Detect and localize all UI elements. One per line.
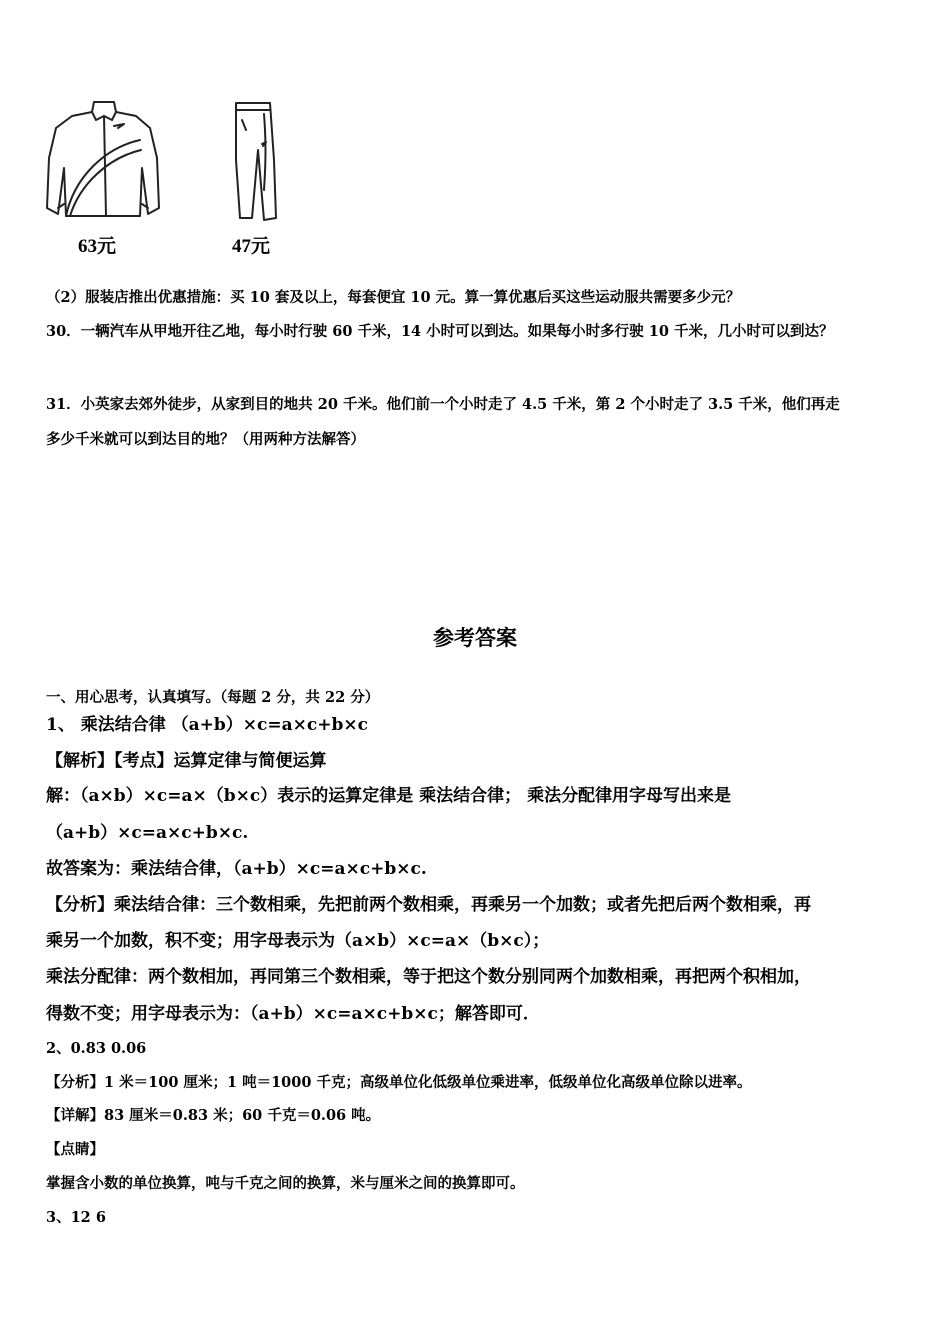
answers-title: 参考答案: [433, 626, 517, 650]
answer-2-tip-text: 掌握含小数的单位换算，吨与千克之间的换算，米与厘米之间的换算即可。: [46, 1175, 525, 1192]
answer-1-analysis-line-2: 乘另一个加数，积不变；用字母表示为（a×b）×c=a×（b×c）；: [46, 931, 550, 951]
jacket-illustration: [44, 98, 164, 223]
answer-2-tip-label: 【点睛】: [46, 1141, 104, 1158]
answer-1-point: 【解析】【考点】运算定律与简便运算: [46, 751, 327, 771]
answer-2-detail: 【详解】83 厘米＝0.83 米；60 千克＝0.06 吨。: [46, 1107, 381, 1124]
question-31-line-1: 31．小英家去郊外徒步，从家到目的地共 20 千米。他们前一个小时走了 4.5 千米，第 2 个小时走了 3.5 千米，他们再走: [46, 396, 840, 413]
answer-1-heading: 1、 乘法结合律 （a+b）×c=a×c+b×c: [46, 715, 368, 735]
question-29-part-2: （2）服装店推出优惠措施：买 10 套及以上，每套便宜 10 元。算一算优惠后买这些运动服共需要多少元？: [46, 289, 741, 306]
answer-2-heading: 2、0.83 0.06: [46, 1040, 147, 1057]
pants-illustration: [224, 100, 284, 225]
answer-1-solution-line-1: 解：（a×b）×c=a×（b×c）表示的运算定律是 乘法结合律； 乘法分配律用字母写出来是: [46, 786, 732, 806]
answer-1-analysis-line-4: 得数不变；用字母表示为：（a+b）×c=a×c+b×c；解答即可．: [46, 1004, 540, 1024]
answer-1-analysis-line-3: 乘法分配律：两个数相加，再同第三个数相乘，等于把这个数分别同两个加数相乘，再把两个积相加，: [46, 967, 811, 987]
pants-price: 47元: [232, 236, 271, 257]
answer-1-analysis-line-1: 【分析】乘法结合律：三个数相乘，先把前两个数相乘，再乘另一个加数；或者先把后两个数相乘，再: [46, 895, 811, 915]
answer-2-analysis: 【分析】1 米＝100 厘米；1 吨＝1000 千克；高级单位化低级单位乘进率，低级单位化高级单位除以进率。: [46, 1074, 752, 1091]
answer-1-solution-line-2: （a+b）×c=a×c+b×c.: [46, 823, 249, 843]
answer-1-final: 故答案为：乘法结合律，（a+b）×c=a×c+b×c.: [46, 859, 427, 879]
section-1-heading: 一、用心思考，认真填写。（每题 2 分，共 22 分）: [46, 689, 380, 706]
question-31-line-2: 多少千米就可以到达目的地？（用两种方法解答）: [46, 431, 365, 448]
answer-3-heading: 3、12 6: [46, 1209, 106, 1226]
question-30: 30．一辆汽车从甲地开往乙地，每小时行驶 60 千米，14 小时可以到达。如果每小时多行驶 10 千米，几小时可以到达？: [46, 323, 834, 340]
jacket-price: 63元: [78, 236, 117, 257]
